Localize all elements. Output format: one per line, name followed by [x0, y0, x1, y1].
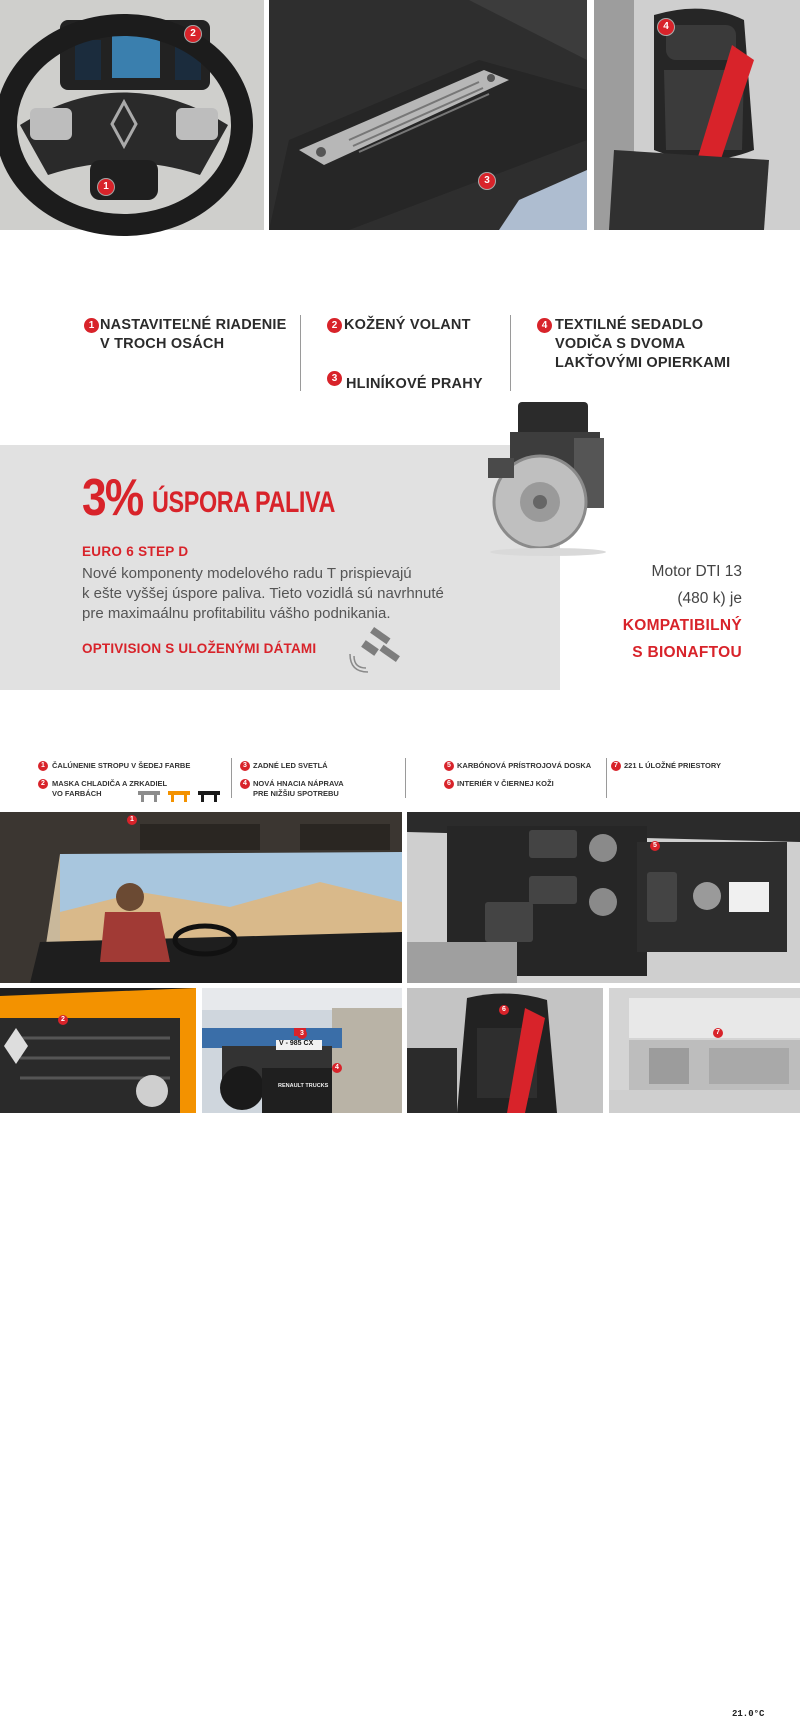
- feature-rear-led: ZADNÉ LED SVETLÁ: [253, 761, 328, 770]
- grille-photo: [0, 988, 196, 1113]
- door-sill-illustration: [269, 0, 587, 230]
- feature-adjustable-steering: NASTAVITEĽNÉ RIADENIE V TROCH OSÁCH: [100, 317, 287, 352]
- photo-badge: 1: [127, 815, 137, 825]
- feature-aluminium-sills: HLINÍKOVÉ PRAHY: [346, 376, 483, 392]
- divider: [300, 315, 301, 391]
- feature-number: 3: [327, 371, 342, 386]
- satellite-icon: [348, 628, 404, 672]
- engine-text: Motor DTI 13 (480 k) je KOMPATIBILNÝ S BIONAFTOU: [622, 563, 742, 661]
- swatch-grey: [138, 791, 160, 802]
- dashboard-illustration: [407, 812, 800, 983]
- divider: [510, 315, 511, 391]
- mudflap-brand: RENAULT TRUCKS: [278, 1083, 329, 1089]
- feature-number: 3: [240, 761, 250, 771]
- feature-number: 5: [444, 761, 454, 771]
- swatch-black: [198, 791, 220, 802]
- leather-seat-photo: [407, 988, 603, 1113]
- feature-number: 4: [240, 779, 250, 789]
- dashboard-photo: [407, 812, 800, 1719]
- divider: [405, 758, 406, 798]
- fuel-headline: ÚSPORA PALIVA: [152, 486, 336, 519]
- photo-badge: 7: [713, 1028, 723, 1038]
- feature-number: 2: [38, 779, 48, 789]
- license-plate: V - 985 CX: [279, 1040, 314, 1047]
- euro-standard: EURO 6 STEP D: [82, 544, 189, 559]
- feature-textile-seat: TEXTILNÉ SEDADLO VODIČA S DVOMA LAKŤOVÝMI OPIERKAMI: [555, 317, 731, 371]
- grille-illustration: [0, 988, 196, 1113]
- fuel-percent: 3%: [82, 469, 143, 527]
- feature-carbon-dashboard: KARBÓNOVÁ PRÍSTROJOVÁ DOSKA: [457, 761, 592, 770]
- photo-badge: 3: [297, 1029, 307, 1039]
- steering-wheel-photo: [0, 0, 264, 230]
- rear-truck-photo: [202, 988, 402, 1113]
- feature-number: 7: [611, 761, 621, 771]
- mirror-color-swatches: [138, 789, 222, 803]
- photo-badge: 4: [332, 1063, 342, 1073]
- feature-number: 6: [444, 779, 454, 789]
- optivision-label: OPTIVISION S ULOŽENÝMI DÁTAMI: [82, 641, 317, 656]
- feature-black-leather: INTERIÉR V ČIERNEJ KOŽI: [457, 779, 554, 788]
- feature-number: 1: [84, 318, 99, 333]
- divider: [606, 758, 607, 798]
- photo-badge: 1: [98, 179, 114, 195]
- feature-storage: 221 L ÚLOŽNÉ PRIESTORY: [624, 761, 721, 770]
- feature-number: 1: [38, 761, 48, 771]
- photo-badge: 2: [185, 26, 201, 42]
- feature-grille-mirrors: MASKA CHLADIČA A ZRKADIEL VO FARBÁCH: [52, 779, 168, 798]
- photo-badge: 6: [499, 1005, 509, 1015]
- feature-leather-wheel: KOŽENÝ VOLANT: [344, 317, 471, 333]
- cab-interior-illustration: [0, 812, 402, 983]
- feature-drive-axle: NOVÁ HNACIA NÁPRAVA PRE NIŽŠIU SPOTREBU: [253, 779, 344, 798]
- photo-badge: 3: [479, 173, 495, 189]
- driver-seat-photo: [594, 0, 800, 230]
- engine-illustration: [488, 398, 616, 556]
- driver-seat-illustration: [594, 0, 800, 230]
- feature-roof-lining: ČALÚNENIE STROPU V ŠEDEJ FARBE: [52, 761, 191, 770]
- swatch-orange: [168, 791, 190, 802]
- divider: [231, 758, 232, 798]
- rear-truck-illustration: [202, 988, 402, 1113]
- storage-illustration: [609, 988, 800, 1113]
- fuel-body-text: Nové komponenty modelového radu T prispievajú k ešte vyššej úspore paliva. Tieto vozidlá sú navrhnuté pre maximaálnu profitabilitu vášho podnikania.: [82, 565, 444, 622]
- photo-badge: 2: [58, 1015, 68, 1025]
- photo-badge: 4: [658, 19, 674, 35]
- steering-wheel-illustration: [0, 0, 264, 230]
- feature-number: 4: [537, 318, 552, 333]
- feature-number: 2: [327, 318, 342, 333]
- storage-photo: [609, 988, 800, 1113]
- climate-display: 21.0°C: [732, 1709, 765, 1719]
- photo-badge: 5: [650, 841, 660, 851]
- door-sill-photo: [269, 0, 587, 230]
- cab-interior-photo: [0, 812, 402, 983]
